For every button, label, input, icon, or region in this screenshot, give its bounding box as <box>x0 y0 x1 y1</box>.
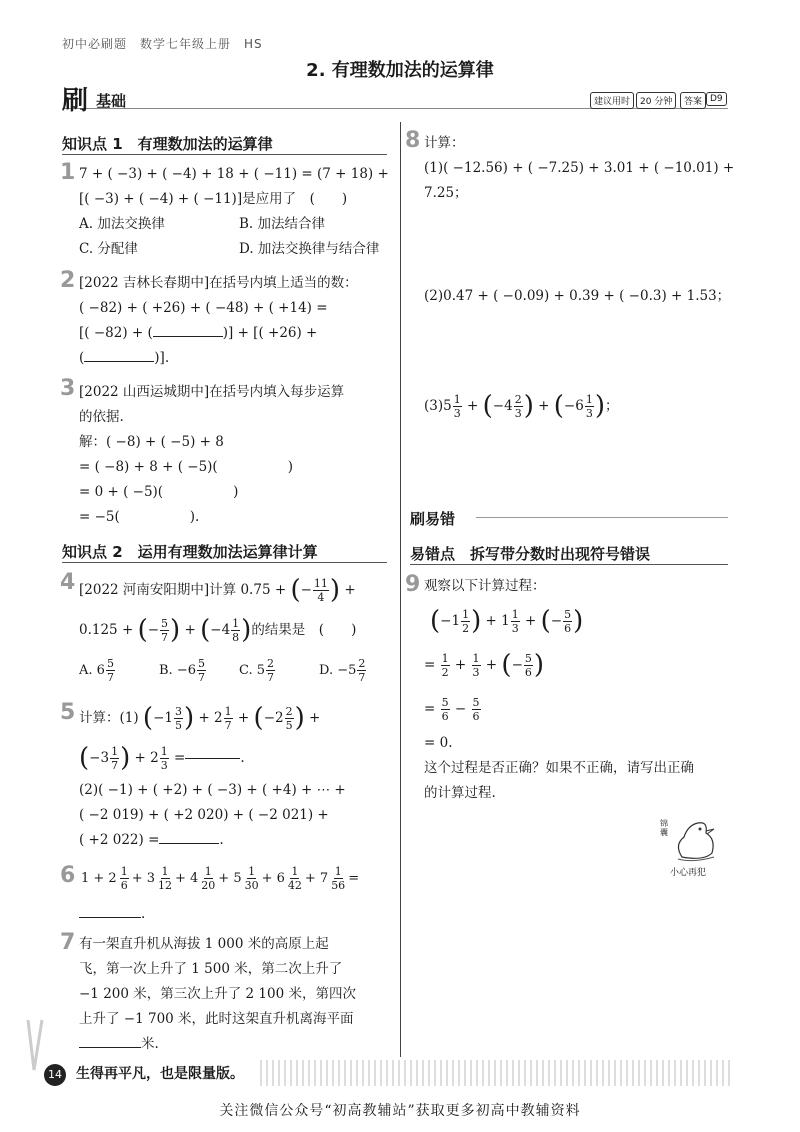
q8-part1-line1: (1)( −12.56) + ( −7.25) + 3.01 + ( −10.01) + <box>424 160 735 176</box>
q5-blank-2[interactable] <box>159 843 219 844</box>
q2-number: 2 <box>60 268 76 293</box>
q2-line3b: )] + [( +26) + <box>222 325 318 341</box>
q8-part1-line2: 7.25； <box>424 185 468 201</box>
question-2 <box>79 271 404 371</box>
q6-term-3: + 5 <box>218 870 242 886</box>
q6-term-2: + 4 <box>175 870 199 886</box>
q6-term-0: 1 + 2 <box>81 870 117 886</box>
q5-blank-1[interactable] <box>185 758 240 759</box>
kp1-underline <box>62 154 387 155</box>
footer-hatch-decoration <box>260 1060 730 1086</box>
section-brush-glyph: 刷 <box>62 86 89 116</box>
q6-term-4: + 6 <box>261 870 285 886</box>
q2-blank-1[interactable] <box>153 336 223 337</box>
q7-line2: 飞，第一次上升了 1 500 米，第二次上升了 <box>79 961 343 977</box>
q3-line2: 的依据. <box>79 409 124 425</box>
q6-term-1: + 3 <box>131 870 155 886</box>
question-8 <box>424 131 744 206</box>
page-title: 2. 有理数加法的运算律 <box>306 60 494 81</box>
q3-step2: = 0 + ( −5)( <box>79 484 164 500</box>
q4-frac3-num: 1 <box>232 616 240 630</box>
q7-line4: 上升了 −1 700 米，此时这架直升机离海平面 <box>79 1011 354 1027</box>
q6-frac-4: $\frac{1}{42}$ <box>287 864 302 892</box>
answer-label: 答案 <box>680 92 706 109</box>
cartoon-top-text: 锦囊 <box>660 819 668 837</box>
q2-line4a: ( <box>79 350 85 366</box>
q6-frac-2: $\frac{1}{20}$ <box>201 864 216 892</box>
q9-line3: 的计算过程. <box>424 785 496 801</box>
q6-term-6: = <box>348 870 360 886</box>
q4-line2a: 0.125 + <box>79 621 134 638</box>
q2-line1: [2022 吉林长春期中]在括号内填上适当的数： <box>79 275 358 291</box>
q4-option-a: A. 6 $\frac{5}{7}$ <box>79 656 114 684</box>
q6-blank[interactable] <box>79 917 141 918</box>
q4-line1: [2022 河南安阳期中]计算 0.75 + <box>79 581 287 598</box>
section-name: 基础 <box>96 92 127 110</box>
error-section-rule <box>476 517 728 518</box>
series-header: 初中必刷题 数学七年级上册 HS <box>62 37 263 51</box>
q6-frac-0: $\frac{1}{6}$ <box>120 864 128 892</box>
q1-option-b: B. 加法结合律 <box>239 216 326 232</box>
question-5: 计算：(1) ( −1 $\frac{3}{5}$ ) + 2 $\frac{1}{7}$ + ( −2 $\frac{2}{5}$ ) + ( −3 $\frac{1}{7}$ ) + 2 $\frac{1}{3}$ = . (2)( −1) + ( +2) + ( −3) + ( +4) + ⋯ + ( −2 019) + ( +2 020) + ( −2 021) + ( +2 022) = . <box>79 698 404 853</box>
q4-frac-den: 4 <box>317 590 325 604</box>
question-7 <box>79 932 404 1057</box>
q3-step1-close: ) <box>287 459 293 475</box>
q4-number: 4 <box>60 570 76 595</box>
q4-frac2-den: 7 <box>161 630 169 644</box>
question-1 <box>79 162 404 262</box>
q1-number: 1 <box>60 160 76 185</box>
duck-cartoon-icon <box>664 815 724 865</box>
q8-label: 计算： <box>424 135 465 151</box>
q1-option-a: A. 加法交换律 <box>79 216 165 232</box>
q2-line2: ( −82) + ( +26) + ( −48) + ( +14) = <box>79 300 328 316</box>
kp2-underline <box>62 562 387 563</box>
q6-frac-1: $\frac{1}{12}$ <box>158 864 172 892</box>
q9-result: = 0. <box>424 735 453 751</box>
q9-number: 9 <box>405 572 421 597</box>
q5-part2-line2: ( −2 019) + ( +2 020) + ( −2 021) + <box>79 807 329 823</box>
page-number: 14 <box>44 1064 66 1086</box>
q1-line2: [( −3) + ( −4) + ( −11)]是应用了 ( ) <box>79 191 348 207</box>
q7-line3: −1 200 米，第三次上升了 2 100 米，第四次 <box>79 986 356 1002</box>
q7-line1: 有一架直升机从海拔 1 000 米的高原上起 <box>79 936 329 952</box>
q7-blank[interactable] <box>79 1047 141 1048</box>
q2-line3a: [( −82) + ( <box>79 325 153 341</box>
q7-number: 7 <box>60 930 76 955</box>
q6-number: 6 <box>60 863 76 888</box>
knowledge-point-2: 知识点 2 运用有理数加法运算律计算 <box>62 543 318 561</box>
q5-part2-line3: ( +2 022) = <box>79 832 160 848</box>
q5-number: 5 <box>60 700 76 725</box>
q1-option-d: D. 加法交换律与结合律 <box>239 241 380 257</box>
footer-motto: 生得再平凡，也是限量版。 <box>76 1066 244 1082</box>
q3-line1: [2022 山西运城期中]在括号内填入每步运算 <box>79 384 345 400</box>
q3-step2-close: ) <box>233 484 239 500</box>
q3-step1: = ( −8) + 8 + ( −5)( <box>79 459 218 475</box>
time-value: 20 分钟 <box>636 92 676 109</box>
q6-frac-3: $\frac{1}{30}$ <box>244 864 259 892</box>
q9-line2: 这个过程是否正确？如果不正确，请写出正确 <box>424 760 694 776</box>
footer-note: 关注微信公众号“初高教辅站”获取更多初高中教辅资料 <box>219 1103 581 1119</box>
cartoon-illustration <box>660 815 724 878</box>
q3-step3-close: ). <box>189 509 200 525</box>
q7-line5: 米. <box>141 1036 159 1052</box>
q6-term-5: + 7 <box>304 870 329 886</box>
question-6: 1 + 2 $\frac{1}{6}$ + 3 $\frac{1}{12}$ + 4 $\frac{1}{20}$ + 5 $\frac{1}{30}$ + 6 $\frac{1}{42}$ + 7 $\frac{1}{56}$ = . <box>81 864 360 922</box>
error-point: 易错点 拆写带分数时出现符号错误 <box>410 545 651 563</box>
q9-line1: 观察以下计算过程： <box>424 578 546 594</box>
q4-option-d: D. −5 $\frac{2}{7}$ <box>319 656 366 684</box>
q8-number: 8 <box>405 128 421 153</box>
q6-frac-5: $\frac{1}{56}$ <box>331 864 346 892</box>
question-9: 观察以下计算过程： ( −1 $\frac{1}{2}$ ) + 1 $\frac{1}{3}$ + ( − $\frac{5}{6}$ ) = $\frac{1}{2}$ + $\frac{1}{3}$ + ( − $\frac{5}{6}$ ) = $\frac{5}{6}$ − $\frac{5}{6}$ = 0. 这个过程是否正确？如果不正确，请写出正确 的计算过程. <box>424 574 744 806</box>
answer-page: D9 <box>706 92 727 106</box>
q8-part3: (3)5 $\frac{1}{3}$ + ( −4 $\frac{2}{3}$ ) + ( −6 $\frac{1}{3}$ ) ； <box>424 390 619 421</box>
q4-frac3-den: 8 <box>232 630 240 644</box>
q4-frac2-num: 5 <box>161 616 169 630</box>
q2-blank-2[interactable] <box>84 361 154 362</box>
q4-option-c: C. 5 $\frac{2}{7}$ <box>239 656 275 684</box>
q1-line1: 7 + ( −3) + ( −4) + 18 + ( −11) = (7 + 18) + <box>79 166 389 182</box>
q4-whole: 4 <box>221 621 231 638</box>
q4-option-b: B. −6 $\frac{5}{7}$ <box>159 656 205 684</box>
q1-option-c: C. 分配律 <box>79 241 138 257</box>
question-3 <box>79 380 404 530</box>
q8-part2: (2)0.47 + ( −0.09) + 0.39 + ( −0.3) + 1.53； <box>424 288 731 304</box>
q2-line4b: )]. <box>154 350 170 366</box>
q5-part1-label: 计算：(1) <box>79 709 139 726</box>
q4-line2c: 的结果是 ( ) <box>251 621 357 638</box>
q4-frac-num: 11 <box>313 576 328 590</box>
error-section-title: 刷易错 <box>410 510 456 528</box>
q3-step3: = −5( <box>79 509 120 525</box>
knowledge-point-1: 知识点 1 有理数加法的运算律 <box>62 135 273 153</box>
time-label: 建议用时 <box>590 92 634 109</box>
q5-part2-line1: (2)( −1) + ( +2) + ( −3) + ( +4) + ⋯ + <box>79 782 346 798</box>
q3-number: 3 <box>60 376 76 401</box>
cartoon-caption: 小心再犯 <box>670 868 707 878</box>
q3-line3: 解：( −8) + ( −5) + 8 <box>79 434 224 450</box>
error-point-underline <box>410 564 728 565</box>
question-4: [2022 河南安阳期中]计算 0.75 + ( − $\frac{11}{4}$ ) + 0.125 + ( − $\frac{5}{7}$ ) + ( − 4 $\frac{1}{8}$ ) 的结果是 ( ) A. 6 $\frac{5}{7}$ B. −6 $\frac{5}{7}$ C. 5 $\frac{2}{7}$ D. −5 $\frac{2}{7}$ <box>79 574 366 684</box>
